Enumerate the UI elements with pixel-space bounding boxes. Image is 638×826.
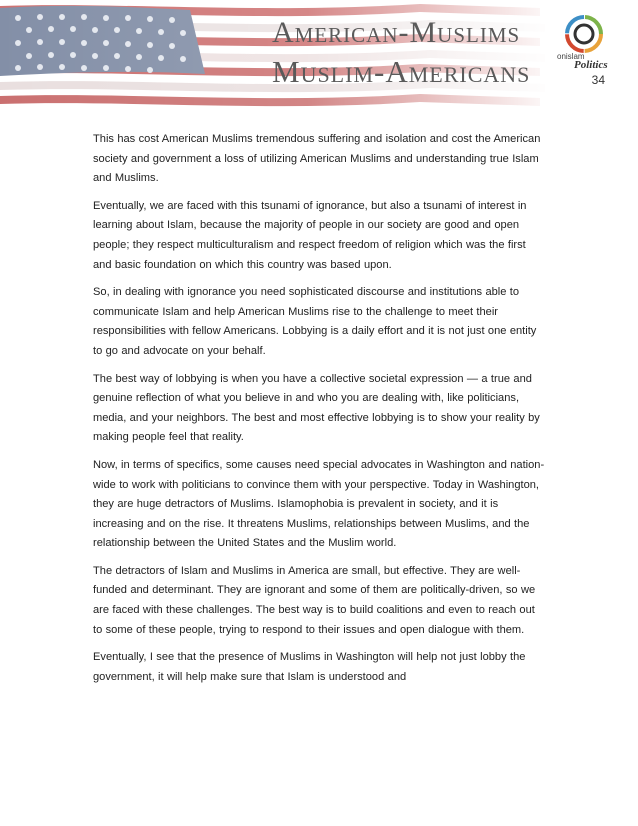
paragraph: Now, in terms of specifics, some causes need special advocates in Washington and nation-wide to work with politicians to convince them with your perspective. Today in Washington, they are huge detractors of Muslims. Islamophobia is prevalent in society, and it is increasing and on the rise. It threatens Muslims, relationships between Muslims, and the relationship between the United States and the Muslim world. bbox=[93, 458, 545, 550]
onislam-logo-icon bbox=[564, 14, 604, 54]
page-header bbox=[0, 0, 638, 122]
header-title-line-2: Muslim-Americans bbox=[272, 54, 531, 89]
logo-text: onislam bbox=[557, 52, 585, 61]
paragraph: Eventually, we are faced with this tsunami of ignorance, but also a tsunami of interest in learning about Islam, because the majority of people in our society are good and open people; they respect multiculturalism and respect freedom of religion which was the first and basic foundation on which this country was based upon. bbox=[93, 199, 527, 271]
logo-script-text: Politics bbox=[574, 59, 608, 71]
paragraph: The detractors of Islam and Muslims in America are small, but effective. They are well-funded and determinant. They are ignorant and some of them are politically-driven, so we are faced with these challenges. The best way is to build coalitions and even to reach out to some of these people, trying to respond to their issues and open dialogue with them. bbox=[93, 564, 536, 636]
header-title-line-1: American-Muslims bbox=[272, 16, 521, 49]
paragraph: This has cost American Muslims tremendous suffering and isolation and cost the American society and government a loss of utilizing American Muslims and understanding true Islam and Muslims. bbox=[93, 133, 541, 185]
paragraph: So, in dealing with ignorance you need sophisticated discourse and institutions able to communicate Islam and help American Muslims rise to the challenge to meet their responsibilities with fellow Americans. Lobbying is a daily effort and it is not just one entity to go and advocate on your behalf. bbox=[93, 286, 537, 357]
page-body bbox=[93, 130, 545, 695]
paragraph: Eventually, I see that the presence of Muslims in Washington will help not just lobby the government, it will help make sure that Islam is understood and bbox=[93, 651, 526, 683]
paragraph: The best way of lobbying is when you have a collective societal expression — a true and genuine reflection of what you believe in and who you are dealing with, like politicians, media, and your neighbors. The best and most effective lobbying is to show your reality by making people feel that reality. bbox=[93, 372, 540, 444]
page-number: 34 bbox=[591, 73, 605, 87]
